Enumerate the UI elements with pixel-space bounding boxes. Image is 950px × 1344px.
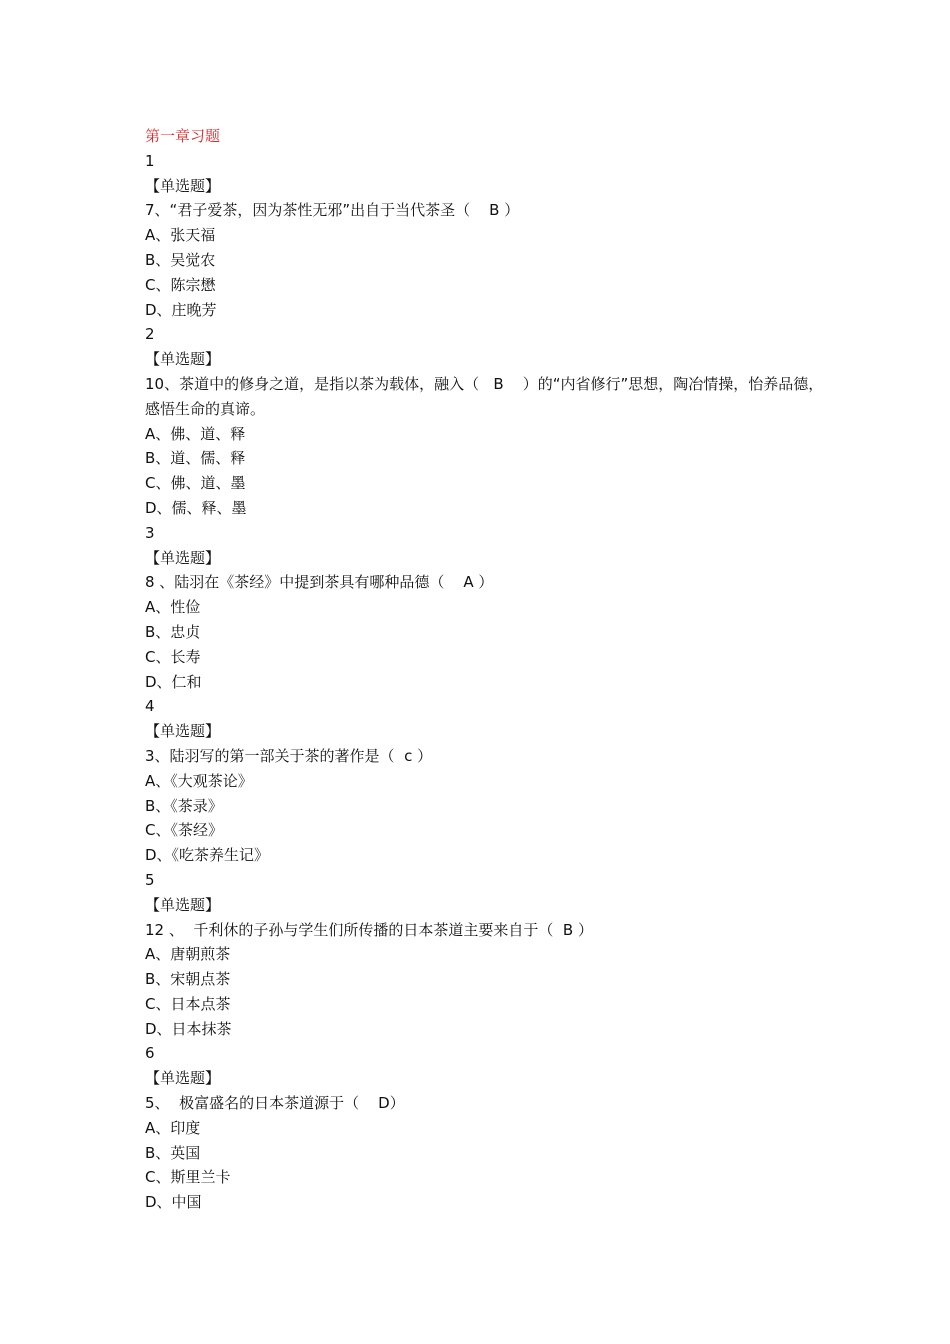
- option-c: C、长寿: [145, 647, 201, 666]
- option-a: A、佛、道、释: [145, 424, 246, 443]
- option-b: B、吴觉农: [145, 250, 216, 269]
- question-number: 5: [145, 870, 155, 889]
- option-c: C、《茶经》: [145, 821, 223, 840]
- question-number: 1: [145, 151, 155, 170]
- question-block: [145, 1041, 835, 1215]
- option-a: A、唐朝煎茶: [145, 945, 231, 964]
- question-type: 【单选题】: [145, 176, 221, 195]
- option-c: C、佛、道、墨: [145, 474, 246, 493]
- option-c: C、陈宗懋: [145, 275, 216, 294]
- document-content: [145, 124, 835, 1215]
- question-stem: 7、“君子爱茶，因为茶性无邪”出自于当代茶圣（ B ）: [145, 201, 520, 220]
- question-type: 【单选题】: [145, 350, 221, 369]
- question-block: [145, 149, 835, 323]
- option-d: D、儒、释、墨: [145, 498, 247, 517]
- option-a: A、性俭: [145, 598, 201, 617]
- option-c: C、斯里兰卡: [145, 1168, 231, 1187]
- option-c: C、日本点茶: [145, 994, 231, 1013]
- question-stem: 5、 极富盛名的日本茶道源于（ D）: [145, 1094, 405, 1113]
- question-stem: 10、茶道中的修身之道，是指以茶为载体，融入（ B ）的“内省修行”思想，陶冶情操，怡养品德，感悟生命的真谛。: [145, 374, 824, 418]
- option-d: D、日本抹茶: [145, 1019, 232, 1038]
- question-block: [145, 322, 835, 520]
- question-stem: 3、陆羽写的第一部关于茶的著作是（ c ）: [145, 746, 433, 765]
- option-b: B、英国: [145, 1143, 201, 1162]
- question-number: 6: [145, 1044, 155, 1063]
- option-b: B、宋朝点茶: [145, 970, 231, 989]
- question-number: 3: [145, 523, 155, 542]
- option-b: B、忠贞: [145, 622, 201, 641]
- option-a: A、印度: [145, 1118, 201, 1137]
- option-d: D、庄晚芳: [145, 300, 217, 319]
- question-type: 【单选题】: [145, 722, 221, 741]
- option-b: B、道、儒、释: [145, 449, 246, 468]
- option-d: D、仁和: [145, 672, 202, 691]
- option-a: A、张天福: [145, 226, 216, 245]
- question-block: [145, 868, 835, 1042]
- question-number: 2: [145, 325, 155, 344]
- question-stem: 12 、 千利休的子孙与学生们所传播的日本茶道主要来自于（ B ）: [145, 920, 593, 939]
- question-type: 【单选题】: [145, 1069, 221, 1088]
- option-b: B、《茶录》: [145, 796, 223, 815]
- question-type: 【单选题】: [145, 895, 221, 914]
- option-d: D、中国: [145, 1193, 202, 1212]
- question-stem: 8 、陆羽在《茶经》中提到茶具有哪种品德（ A ）: [145, 573, 494, 592]
- question-number: 4: [145, 697, 155, 716]
- question-type: 【单选题】: [145, 548, 221, 567]
- question-block: [145, 521, 835, 695]
- chapter-title: 第一章习题: [145, 127, 221, 145]
- question-block: [145, 694, 835, 868]
- option-a: A、《大观茶论》: [145, 771, 253, 790]
- option-d: D、《吃茶养生记》: [145, 846, 270, 865]
